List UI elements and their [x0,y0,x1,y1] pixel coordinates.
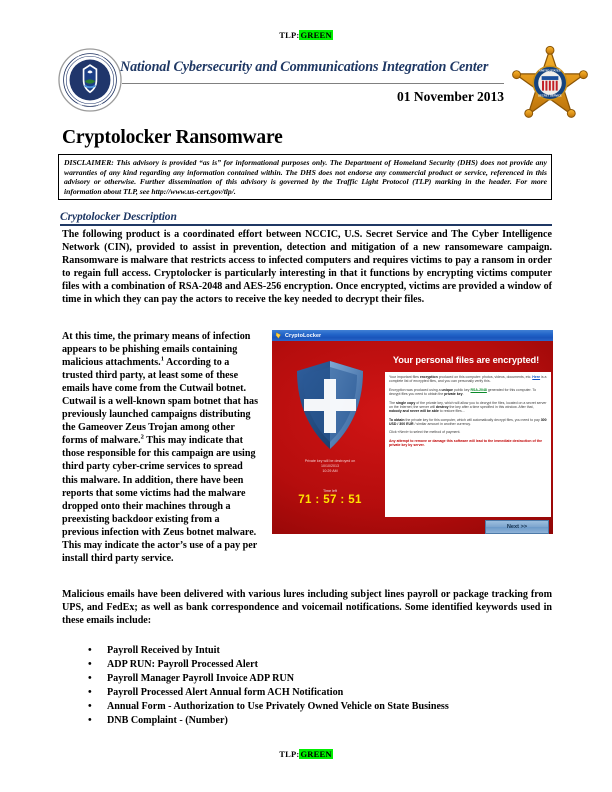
rsa-link[interactable]: RSA-2048 [470,387,487,392]
footnote-ref-1: 1 [160,355,164,363]
section-heading-rule [60,224,552,226]
tlp-label-footer: TLP: [279,749,300,759]
list-item: • Payroll Processed Alert Annual form ACH Notification [86,686,536,700]
disclaimer-box [58,154,552,200]
svg-text:SECRET SERVICE: SECRET SERVICE [538,94,562,98]
header-date: 01 November 2013 [397,89,504,104]
footnote-ref-2: 2 [140,434,144,442]
time-left-label: Time left [322,489,337,493]
cryptolocker-headline: Your personal files are encrypted! [392,355,540,365]
list-item: • Payroll Manager Payroll Invoice ADP RUN [86,672,536,686]
infection-text-3: This may indicate that those responsible for this campaign are using third party cyber-crime services to spread this malware. In addition, there have been reports that some victims had the malware dropped onto their machines through a preexisting backdoor existing from a previous infection with Zeus botnet malware. This may indicate the actor’s use of a pay per install third party service. [62,435,258,564]
paragraph-malicious-emails: Malicious emails have been delivered with various lures including subject lines payroll or package tracking from UPS, and FedEx; as well as bank correspondence and voicemail notifications. Some identified keywords used in these emails include: [62,589,552,627]
tlp-marking-top [0,30,612,40]
cryptolocker-window-title: CryptoLocker [285,332,322,339]
list-item: • Annual Form - Authorization to Use Privately Owned Vehicle on State Business [86,700,536,714]
cryptolocker-message-panel [385,372,551,517]
infection-text-1: At this time, the primary means of infection appears to be phishing emails containing malicious attachments. [62,331,251,369]
page-title-organization: National Cybersecurity and Communications Integration Center [120,59,489,75]
document-header [0,45,612,115]
svg-text:U.S. DEPARTMENT OF: U.S. DEPARTMENT OF [74,54,106,59]
section-heading-label: Cryptolocker Description [60,211,177,223]
cryptolocker-body [272,341,553,534]
paragraph-description: The following product is a coordinated effort between NCCIC, U.S. Secret Service and The Cyber Intelligence Network (CIN), provided to assist in prevention, detection and mitigation of a new ransomeware campaign. Ransomware is malware that restricts access to infected computers and requires victims to pay a ransom in order to regain full access. Cryptolocker is particularly interesting in that it functions by encrypting victims computer files with a combination of RSA-2048 and AES-256 encryption. Once encrypted, victims are provided a window of time in which they can pay the actors to receive the key needed to decrypt their files. [62,229,552,306]
tlp-label: TLP: [279,30,300,40]
cryptolocker-screenshot [272,330,553,534]
tlp-value: GREEN [300,30,332,40]
cl-paragraph-3: The single copy of the private key, which will allow you to decrypt the files, located on a secret server on the Internet; the server will destroy the key after a time specified in this window. After that, nobody and never will be able to restore files... [389,400,547,414]
secret-service-star-icon [512,45,588,121]
here-link[interactable]: Here [532,375,541,379]
dhs-seal-icon [57,47,123,113]
list-item: • ADP RUN: Payroll Processed Alert [86,658,536,672]
keyword-list [86,644,536,729]
disclaimer-text: This advisory is provided “as is” for informational purposes only. The Department of Homeland Security (DHS) does not provide any warranties of any kind regarding any information contained within. The DHS does not endorse any commercial product or service, referenced in this advisory or otherwise. Further dissemination of this advisory is governed by the Traffic Light Protocol (TLP) marking in the header. For more information about TLP, see http://www.us-cert.gov/tlp/. [64,158,547,196]
key-destroy-label: Private key will be destroyed on [304,459,356,463]
shield-icon [294,359,366,451]
countdown-timer: 71 : 57 : 51 [298,494,362,506]
key-destroy-time: 10:29 AM [322,469,338,474]
key-destroy-date: 10/10/2013 [321,464,339,469]
cryptolocker-key-destruction-info [278,459,382,475]
infection-text-2: According to a trusted third party, at least some of these emails have come from the Cutwail botnet. Cutwail is a well-known spam botnet that has previously launched campaigns distributing the Gameover Zeus Trojan among other forms of malware. [62,357,259,447]
header-divider [122,83,504,84]
disclaimer-lead: DISCLAIMER: [64,158,114,167]
tlp-marking-bottom [0,749,612,759]
cl-warning-text: Any attempt to remove or damage this software will lead to the immediate destruction of the private key by server. [389,438,543,448]
tlp-value-footer: GREEN [300,749,332,759]
cryptolocker-app-icon [275,332,282,339]
cryptolocker-titlebar [272,330,553,341]
svg-text:HOMELAND SECURITY: HOMELAND SECURITY [73,102,107,107]
list-item: • DNB Complaint - (Number) [86,714,536,728]
svg-text:UNITED STATES: UNITED STATES [539,69,561,73]
cl-paragraph-1: Your important files encryption produced on this computer: photos, videos, documents, etc. Here is a complete list of encrypted files, and you can personally verify this. [389,375,547,384]
list-item: • Payroll Received by Intuit [86,644,536,658]
paragraph-infection-vector [62,330,258,565]
cl-paragraph-4: To obtain the private key for this computer, which will automatically decrypt files, you need to pay 300 USD / 300 EUR / similar amount in another currency. [389,417,547,426]
cl-paragraph-2: Encryption was produced using a unique public key RSA-2048 generated for this computer. To decrypt files you need to obtain the private key. [389,387,537,397]
next-button[interactable]: Next >> [485,520,549,534]
cl-paragraph-5: Click «Next» to select the method of payment. [389,430,461,435]
section-heading-description [60,211,552,226]
document-title: Cryptolocker Ransomware [62,127,283,148]
